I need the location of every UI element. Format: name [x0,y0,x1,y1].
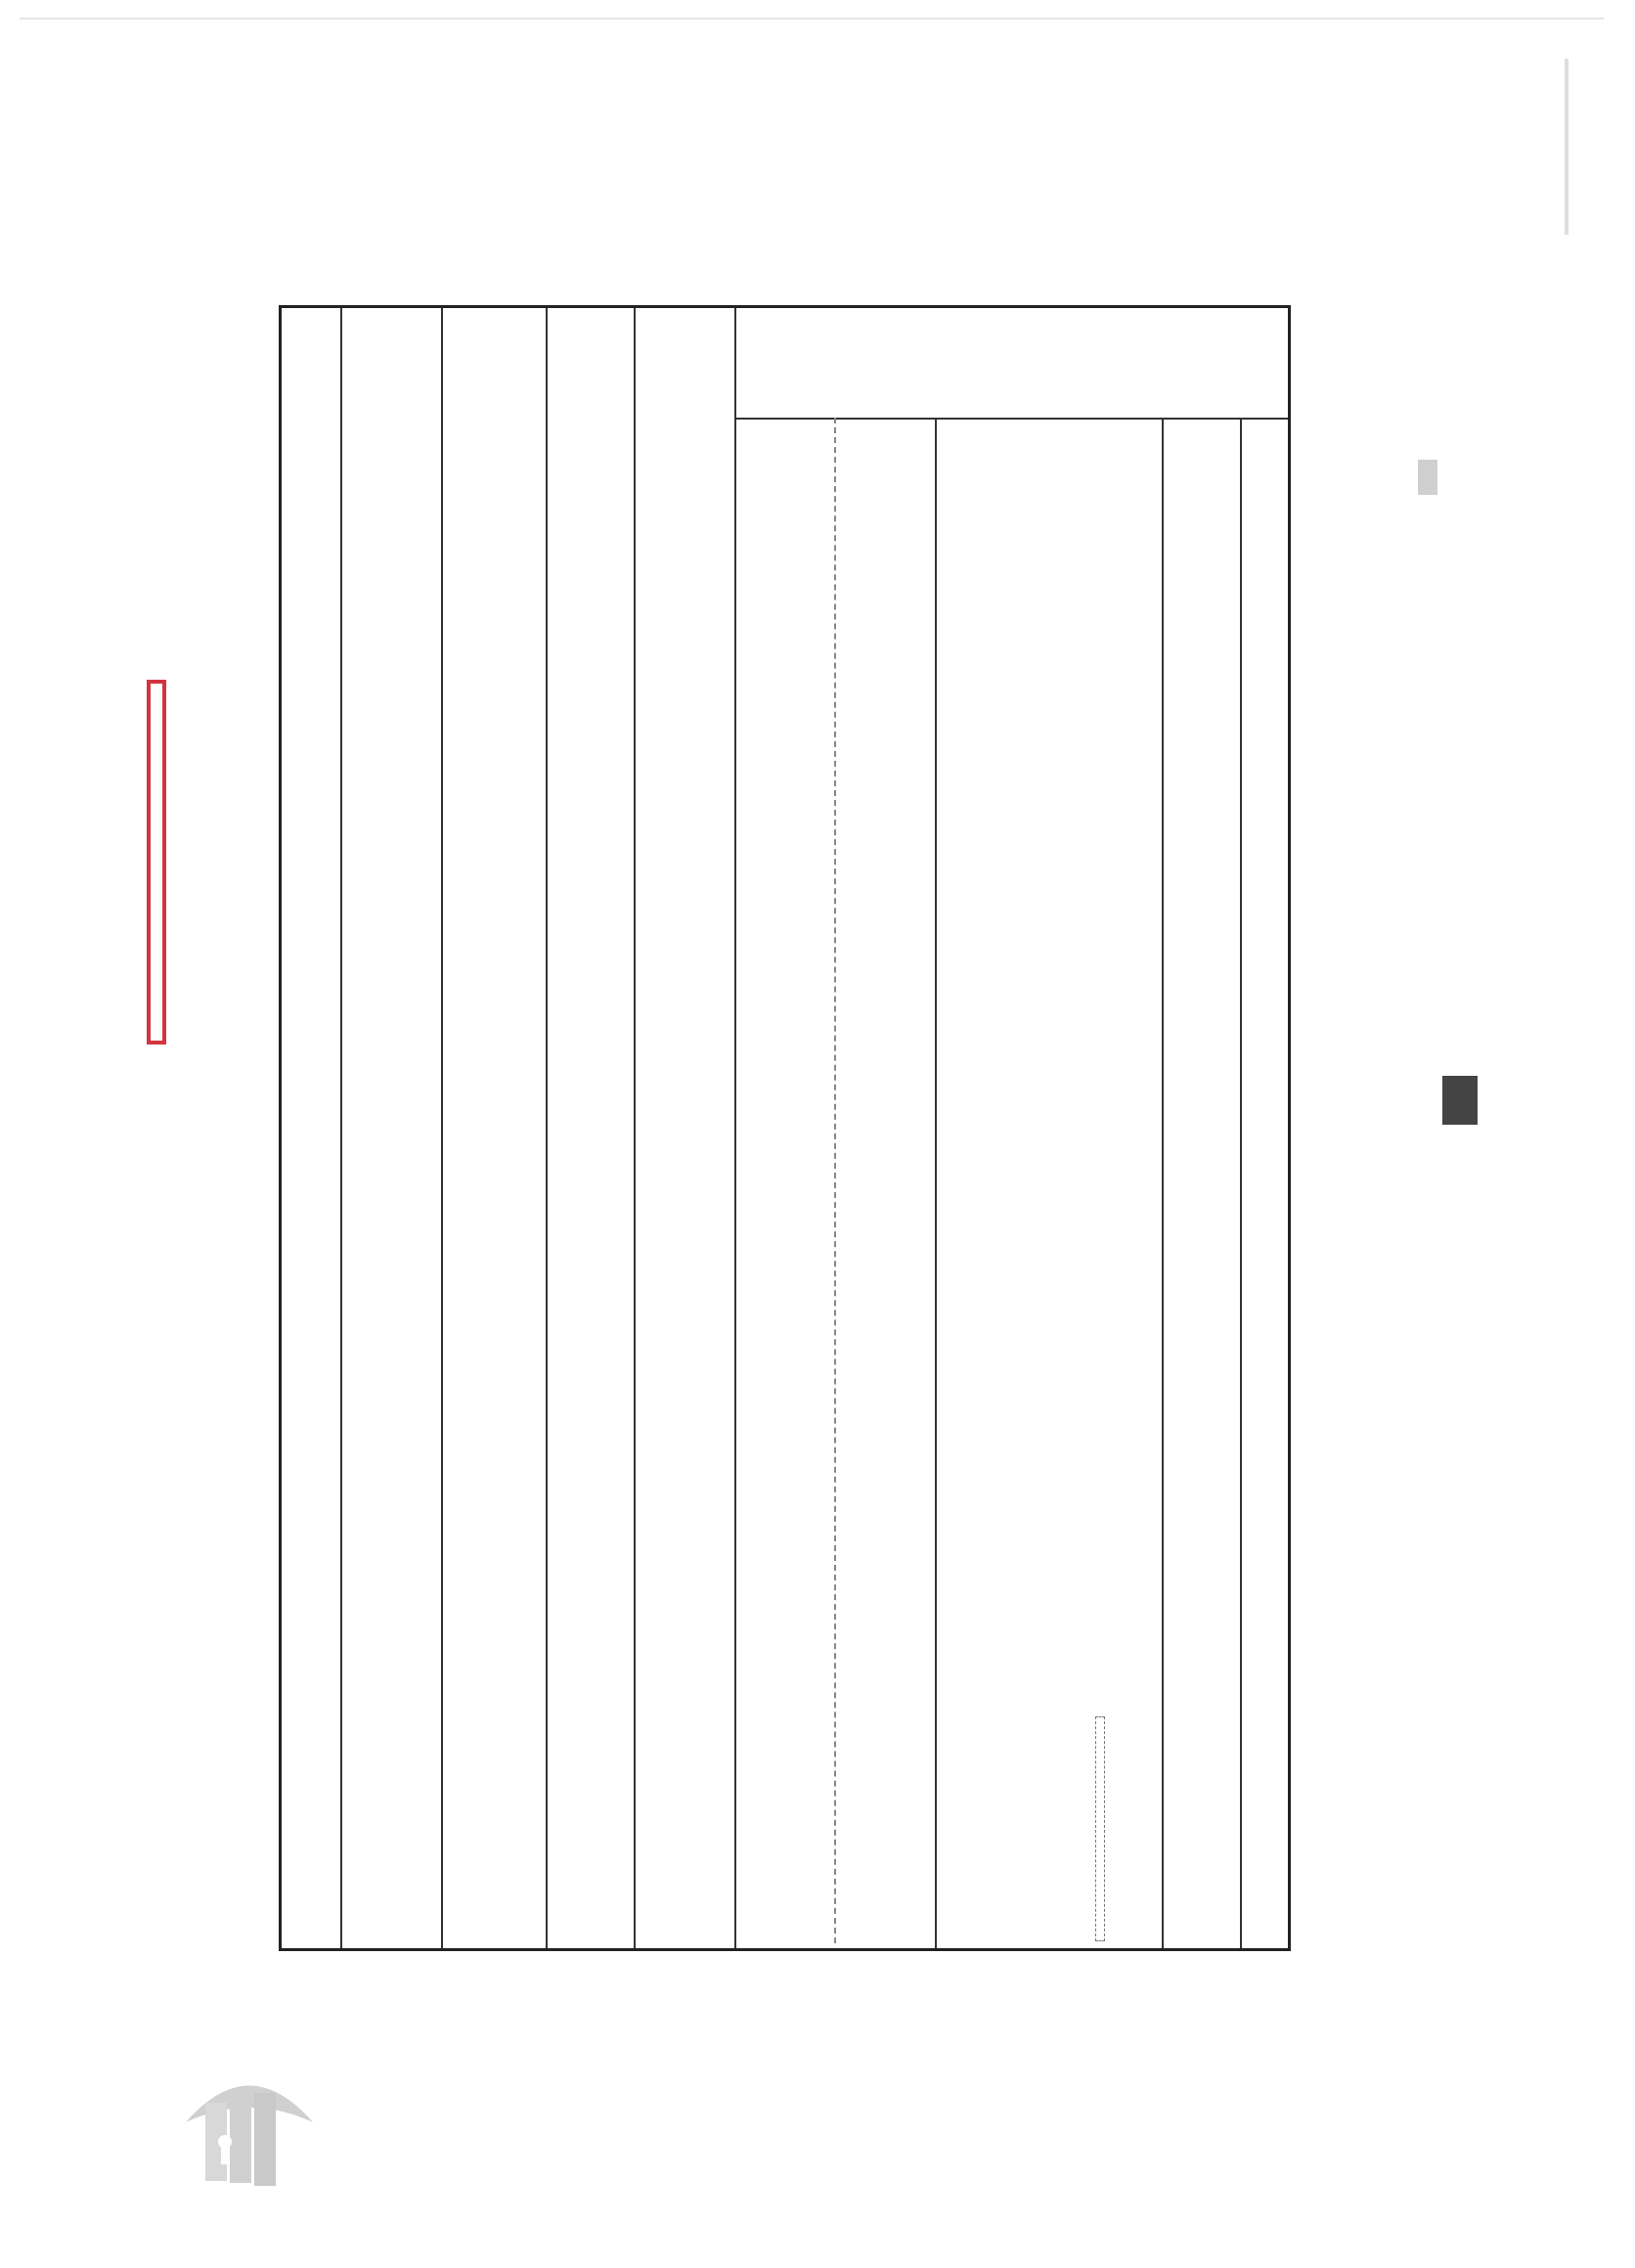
form-box [279,305,1291,1951]
scan-edge-line [20,18,1604,20]
instructions-text [1310,381,1389,1907]
scan-speck [1418,460,1437,495]
scan-speck [1565,59,1569,235]
scan-speck [1442,1076,1478,1125]
archive-logo [176,2054,323,2201]
service-value [1095,1716,1105,1941]
copy-use-stamp [147,680,166,1045]
